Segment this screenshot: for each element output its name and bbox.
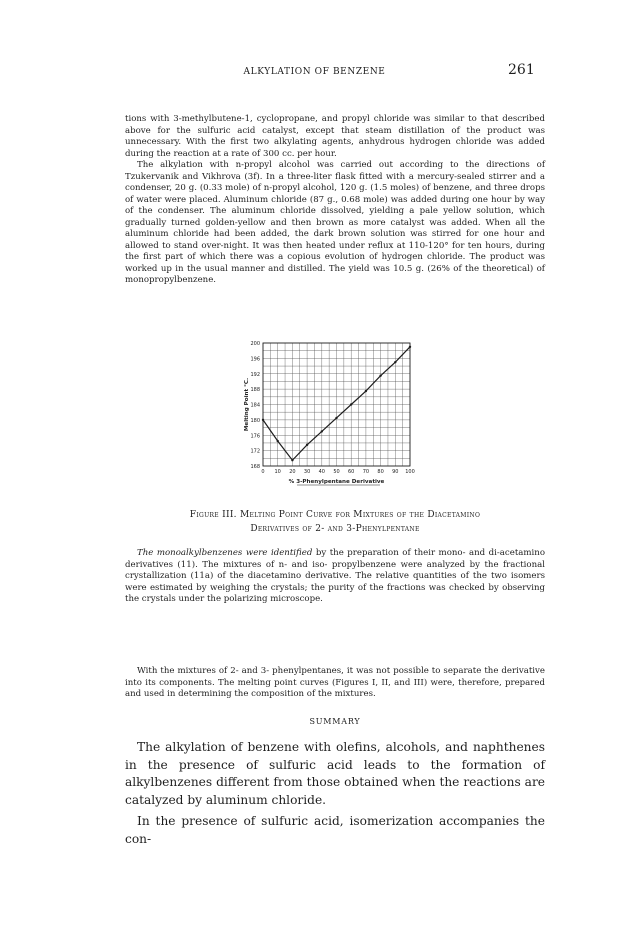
summary-paragraph-1: The alkylation of benzene with olefins, alcohols, and naphthenes in the presence of sulfuric acid leads to the formation of alkylbenzenes different from those obtained when the reactions are catalyzed by aluminum chloride. <box>125 740 545 807</box>
paragraph-3-italic-lead: The monoalkylbenzenes were identified <box>137 548 313 558</box>
data-point <box>335 417 337 419</box>
y-tick-label: 172 <box>250 448 260 455</box>
x-tick-label: 70 <box>362 469 370 475</box>
y-tick-label: 196 <box>250 356 260 363</box>
data-point <box>262 419 264 421</box>
y-tick-label: 192 <box>250 371 260 378</box>
data-point <box>291 459 293 461</box>
figure-caption-line-1: Figure III. Melting Point Curve for Mixtures of the Diacetamino <box>189 510 481 520</box>
data-point <box>321 430 323 432</box>
y-tick-label: 180 <box>250 417 260 424</box>
y-tick-label: 200 <box>250 341 260 347</box>
x-tick-label: 20 <box>289 469 296 475</box>
y-axis-label: Melting Point °C. <box>244 377 250 432</box>
paragraph-1: tions with 3-methylbutene-1, cyclopropane, and propyl chloride was similar to that described above for the sulfuric acid catalyst, except that steam distillation of the product was unnecessary. With the first two alkylating agents, anhydrous hydrogen chloride was added during the reaction at a rate of 300 cc. per hour. <box>125 114 545 159</box>
data-point <box>306 444 308 446</box>
y-tick-label: 188 <box>250 387 260 394</box>
running-title: ALKYLATION OF BENZENE <box>243 67 386 77</box>
y-tick-label: 168 <box>250 464 260 470</box>
summary-heading: SUMMARY <box>309 717 361 726</box>
figure-caption-line-2: Derivatives of 2- and 3-Phenylpentane <box>250 524 420 534</box>
data-point <box>379 374 381 376</box>
summary-paragraph-2: In the presence of sulfuric acid, isomerization accompanies the con- <box>125 814 545 846</box>
melting-point-chart <box>215 335 415 500</box>
data-point <box>365 390 367 392</box>
paragraph-3 <box>125 548 545 606</box>
x-tick-label: 60 <box>348 469 355 475</box>
x-tick-label: 40 <box>318 469 325 475</box>
figure-caption <box>125 508 545 536</box>
x-tick-label: 30 <box>303 469 311 475</box>
x-tick-label: 100 <box>405 469 415 475</box>
x-tick-label: 10 <box>274 469 281 475</box>
paragraph-2: The alkylation with n-propyl alcohol was carried out according to the directions of Tzukervanik and Vikhrova (3f). In a three-liter flask fitted with a mercury-sealed stirrer and a condenser, 20 g. (0.33 mole) of n-propyl alcohol, 120 g. (1.5 moles) of benzene, and three drops of water were placed. Aluminum chloride (87 g., 0.68 mole) was added during one hour by way of the condenser. The aluminum chloride dissolved, yielding a pale yellow solution, which gradually turned golden-yellow and then brown as more catalyst was added. When all the aluminum chloride had been added, the dark brown solution was stirred for one hour and allowed to stand over-night. It was then heated under reflux at 110-120° for ten hours, during the first part of which there was a copious evolution of hydrogen chloride. The product was worked up in the usual manner and distilled. The yield was 10.5 g. (26% of the theoretical) of monopropylbenzene. <box>125 160 545 285</box>
paragraph-3-text: by the preparation of their mono- and di-acetamino derivatives (11). The mixtures of n- and iso- propylbenzene were analyzed by the fractional crystallization (11a) of the diacetamino derivative. The relative quantities of the two isomers were estimated by weighing the crystals; the purity of the fractions was checked by observing the crystals under the polarizing microscope. <box>125 548 546 604</box>
x-tick-label: 90 <box>392 469 399 475</box>
y-tick-label: 184 <box>250 402 260 409</box>
data-point <box>394 361 396 363</box>
paragraph-4: With the mixtures of 2- and 3- phenylpentanes, it was not possible to separate the derivative into its components. The melting point curves (Figures I, II, and III) were, therefore, prepared and used in determining the composition of the mixtures. <box>125 666 545 699</box>
x-tick-label: 50 <box>333 469 340 475</box>
page-number: 261 <box>508 62 535 78</box>
y-tick-label: 176 <box>250 433 260 440</box>
x-axis-label: % 3-Phenylpentane Derivative <box>288 479 385 485</box>
data-point <box>409 346 411 348</box>
x-tick-label: 0 <box>261 469 265 475</box>
x-tick-label: 80 <box>377 469 384 475</box>
data-point <box>277 440 279 442</box>
data-point <box>350 403 352 405</box>
